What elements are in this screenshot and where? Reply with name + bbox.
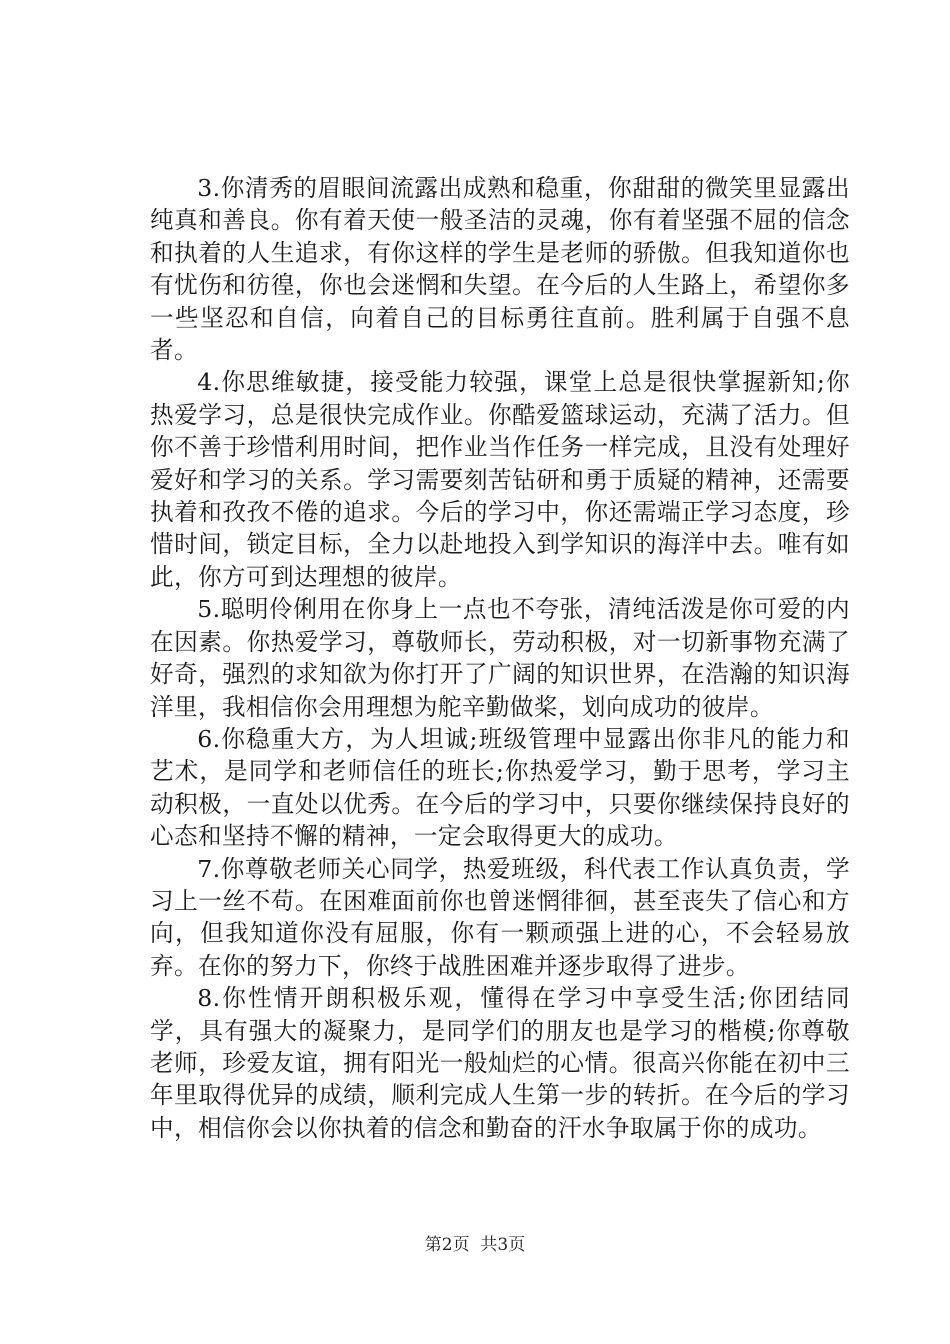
paragraph-3: 3.你清秀的眉眼间流露出成熟和稳重，你甜甜的微笑里显露出纯真和善良。你有着天使一般圣洁的灵魂，你有着坚强不屈的信念和执着的人生追求，有你这样的学生是老师的骄傲。但我知道你也有忧伤和彷徨，你也会迷惘和失望。在今后的人生路上，希望你多一些坚忍和自信，向着自己的目标勇往直前。胜利属于自强不息者。 xyxy=(150,174,850,365)
paragraph-4: 4.你思维敏捷，接受能力较强，课堂上总是很快掌握新知;你热爱学习，总是很快完成作业。你酷爱篮球运动，充满了活力。但你不善于珍惜利用时间，把作业当作任务一样完成，且没有处理好爱好和学习的关系。学习需要刻苦钻研和勇于质疑的精神，还需要执着和孜孜不倦的追求。今后的学习中，你还需端正学习态度，珍惜时间，锁定目标，全力以赴地投入到学知识的海洋中去。唯有如此，你方可到达理想的彼岸。 xyxy=(150,368,850,591)
page-number-label: 第2页 共3页 xyxy=(424,1235,526,1255)
paragraph-8: 8.你性情开朗积极乐观，懂得在学习中享受生活;你团结同学，具有强大的凝聚力，是同学们的朋友也是学习的楷模;你尊敬老师，珍爱友谊，拥有阳光一般灿烂的心情。很高兴你能在初中三年里取得优异的成绩，顺利完成人生第一步的转折。在今后的学习中，相信你会以你执着的信念和勤奋的汗水争取属于你的成功。 xyxy=(150,984,850,1142)
paragraph-7: 7.你尊敬老师关心同学，热爱班级，科代表工作认真负责，学习上一丝不苟。在困难面前你也曾迷惘徘徊，甚至丧失了信心和方向，但我知道你没有屈服，你有一颗顽强上进的心，不会轻易放弃。在你的努力下，你终于战胜困难并逐步取得了进步。 xyxy=(150,854,850,980)
page-footer xyxy=(0,1234,950,1256)
paragraph-5: 5.聪明伶俐用在你身上一点也不夸张，清纯活泼是你可爱的内在因素。你热爱学习，尊敬师长，劳动积极，对一切新事物充满了好奇，强烈的求知欲为你打开了广阔的知识世界，在浩瀚的知识海洋里，我相信你会用理想为舵辛勤做桨，划向成功的彼岸。 xyxy=(150,595,850,721)
paragraph-6: 6.你稳重大方，为人坦诚;班级管理中显露出你非凡的能力和艺术，是同学和老师信任的班长;你热爱学习，勤于思考，学习主动积极，一直处以优秀。在今后的学习中，只要你继续保持良好的心态和坚持不懈的精神，一定会取得更大的成功。 xyxy=(150,724,850,851)
document-body xyxy=(150,172,850,1144)
